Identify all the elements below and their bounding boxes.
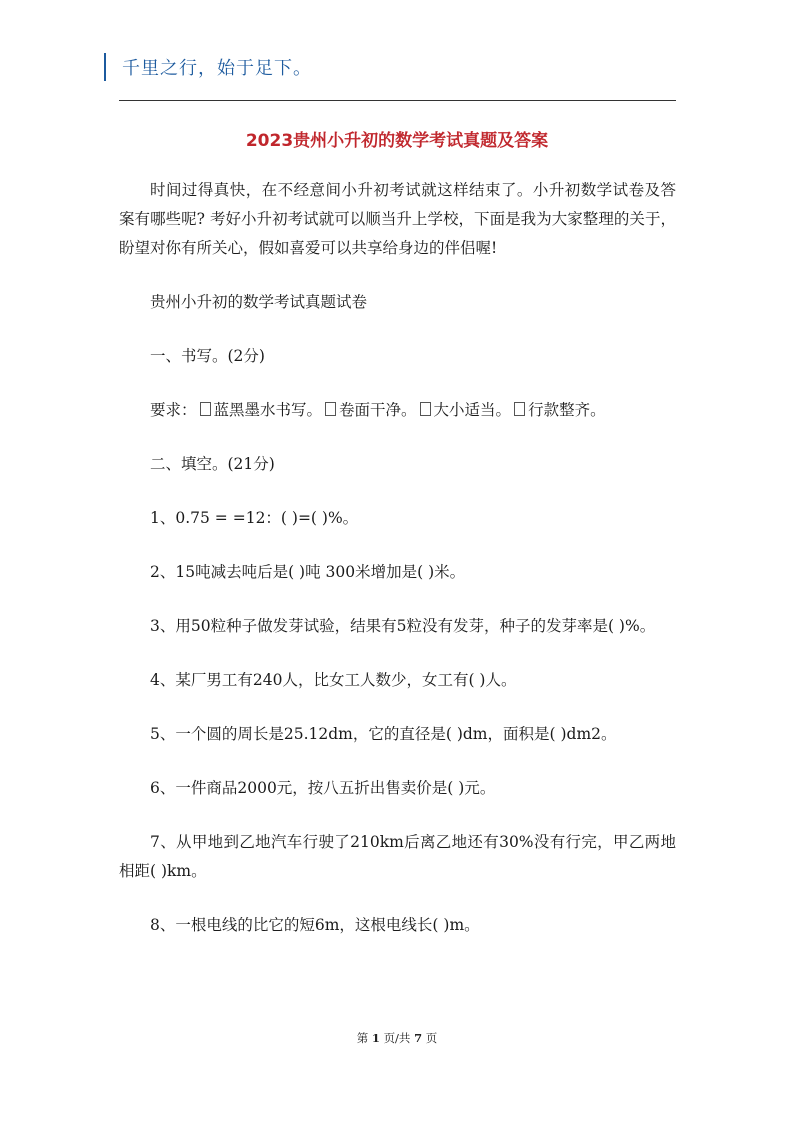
question-item: 7、从甲地到乙地汽车行驶了210km后离乙地还有30%没有行完，甲乙两地相距( )km。 xyxy=(119,833,676,880)
question-item: 6、一件商品2000元，按八五折出售卖价是( )元。 xyxy=(150,779,496,797)
part2-heading: 二、填空。(21分) xyxy=(150,455,275,473)
part1-heading: 一、书写。(2分) xyxy=(150,347,265,365)
header-accent-bar xyxy=(104,53,106,81)
question-item: 5、一个圆的周长是25.12dm，它的直径是( )dm，面积是( )dm2。 xyxy=(150,725,617,743)
checkbox-icon xyxy=(325,402,336,416)
footer-middle: 页/共 xyxy=(383,1031,411,1045)
question-item: 3、用50粒种子做发芽试验，结果有5粒没有发芽，种子的发芽率是( )%。 xyxy=(150,617,656,635)
requirement-item: 大小适当。 xyxy=(433,401,512,419)
question-item: 8、一根电线的比它的短6m，这根电线长( )m。 xyxy=(150,916,480,934)
part1-requirements xyxy=(119,396,676,425)
document-body xyxy=(119,176,676,965)
section-title: 贵州小升初的数学考试真题试卷 xyxy=(150,293,368,311)
footer-prefix: 第 xyxy=(356,1031,369,1045)
header-slogan: 千里之行，始于足下。 xyxy=(122,58,312,79)
question-item: 2、15吨减去吨后是( )吨 300米增加是( )米。 xyxy=(150,563,466,581)
page-header xyxy=(104,52,312,82)
checkbox-icon xyxy=(514,402,525,416)
requirement-item: 卷面干净。 xyxy=(339,401,417,419)
header-divider xyxy=(119,100,676,101)
requirement-item: 蓝黑墨水书写。 xyxy=(213,401,323,419)
checkbox-icon xyxy=(200,402,211,416)
page-total: 7 xyxy=(414,1031,423,1045)
intro-paragraph: 时间过得真快，在不经意间小升初考试就这样结束了。小升初数学试卷及答案有哪些呢? 考好小升初考试就可以顺当升上学校，下面是我为大家整理的关于，盼望对你有所关心，假如喜爱可以共享给身边的伴侣喔! xyxy=(119,181,676,257)
requirement-item: 行款整齐。 xyxy=(528,401,606,419)
document-title: 2023贵州小升初的数学考试真题及答案 xyxy=(245,131,549,151)
footer-suffix: 页 xyxy=(425,1031,438,1045)
checkbox-icon xyxy=(420,402,431,416)
question-item: 1、0.75 = =12：( )=( )%。 xyxy=(150,509,359,527)
page-number: 1 xyxy=(371,1031,380,1045)
page-footer xyxy=(0,1030,794,1046)
question-item: 4、某厂男工有240人，比女工人数少，女工有( )人。 xyxy=(150,671,517,689)
requirements-label: 要求： xyxy=(150,401,197,419)
